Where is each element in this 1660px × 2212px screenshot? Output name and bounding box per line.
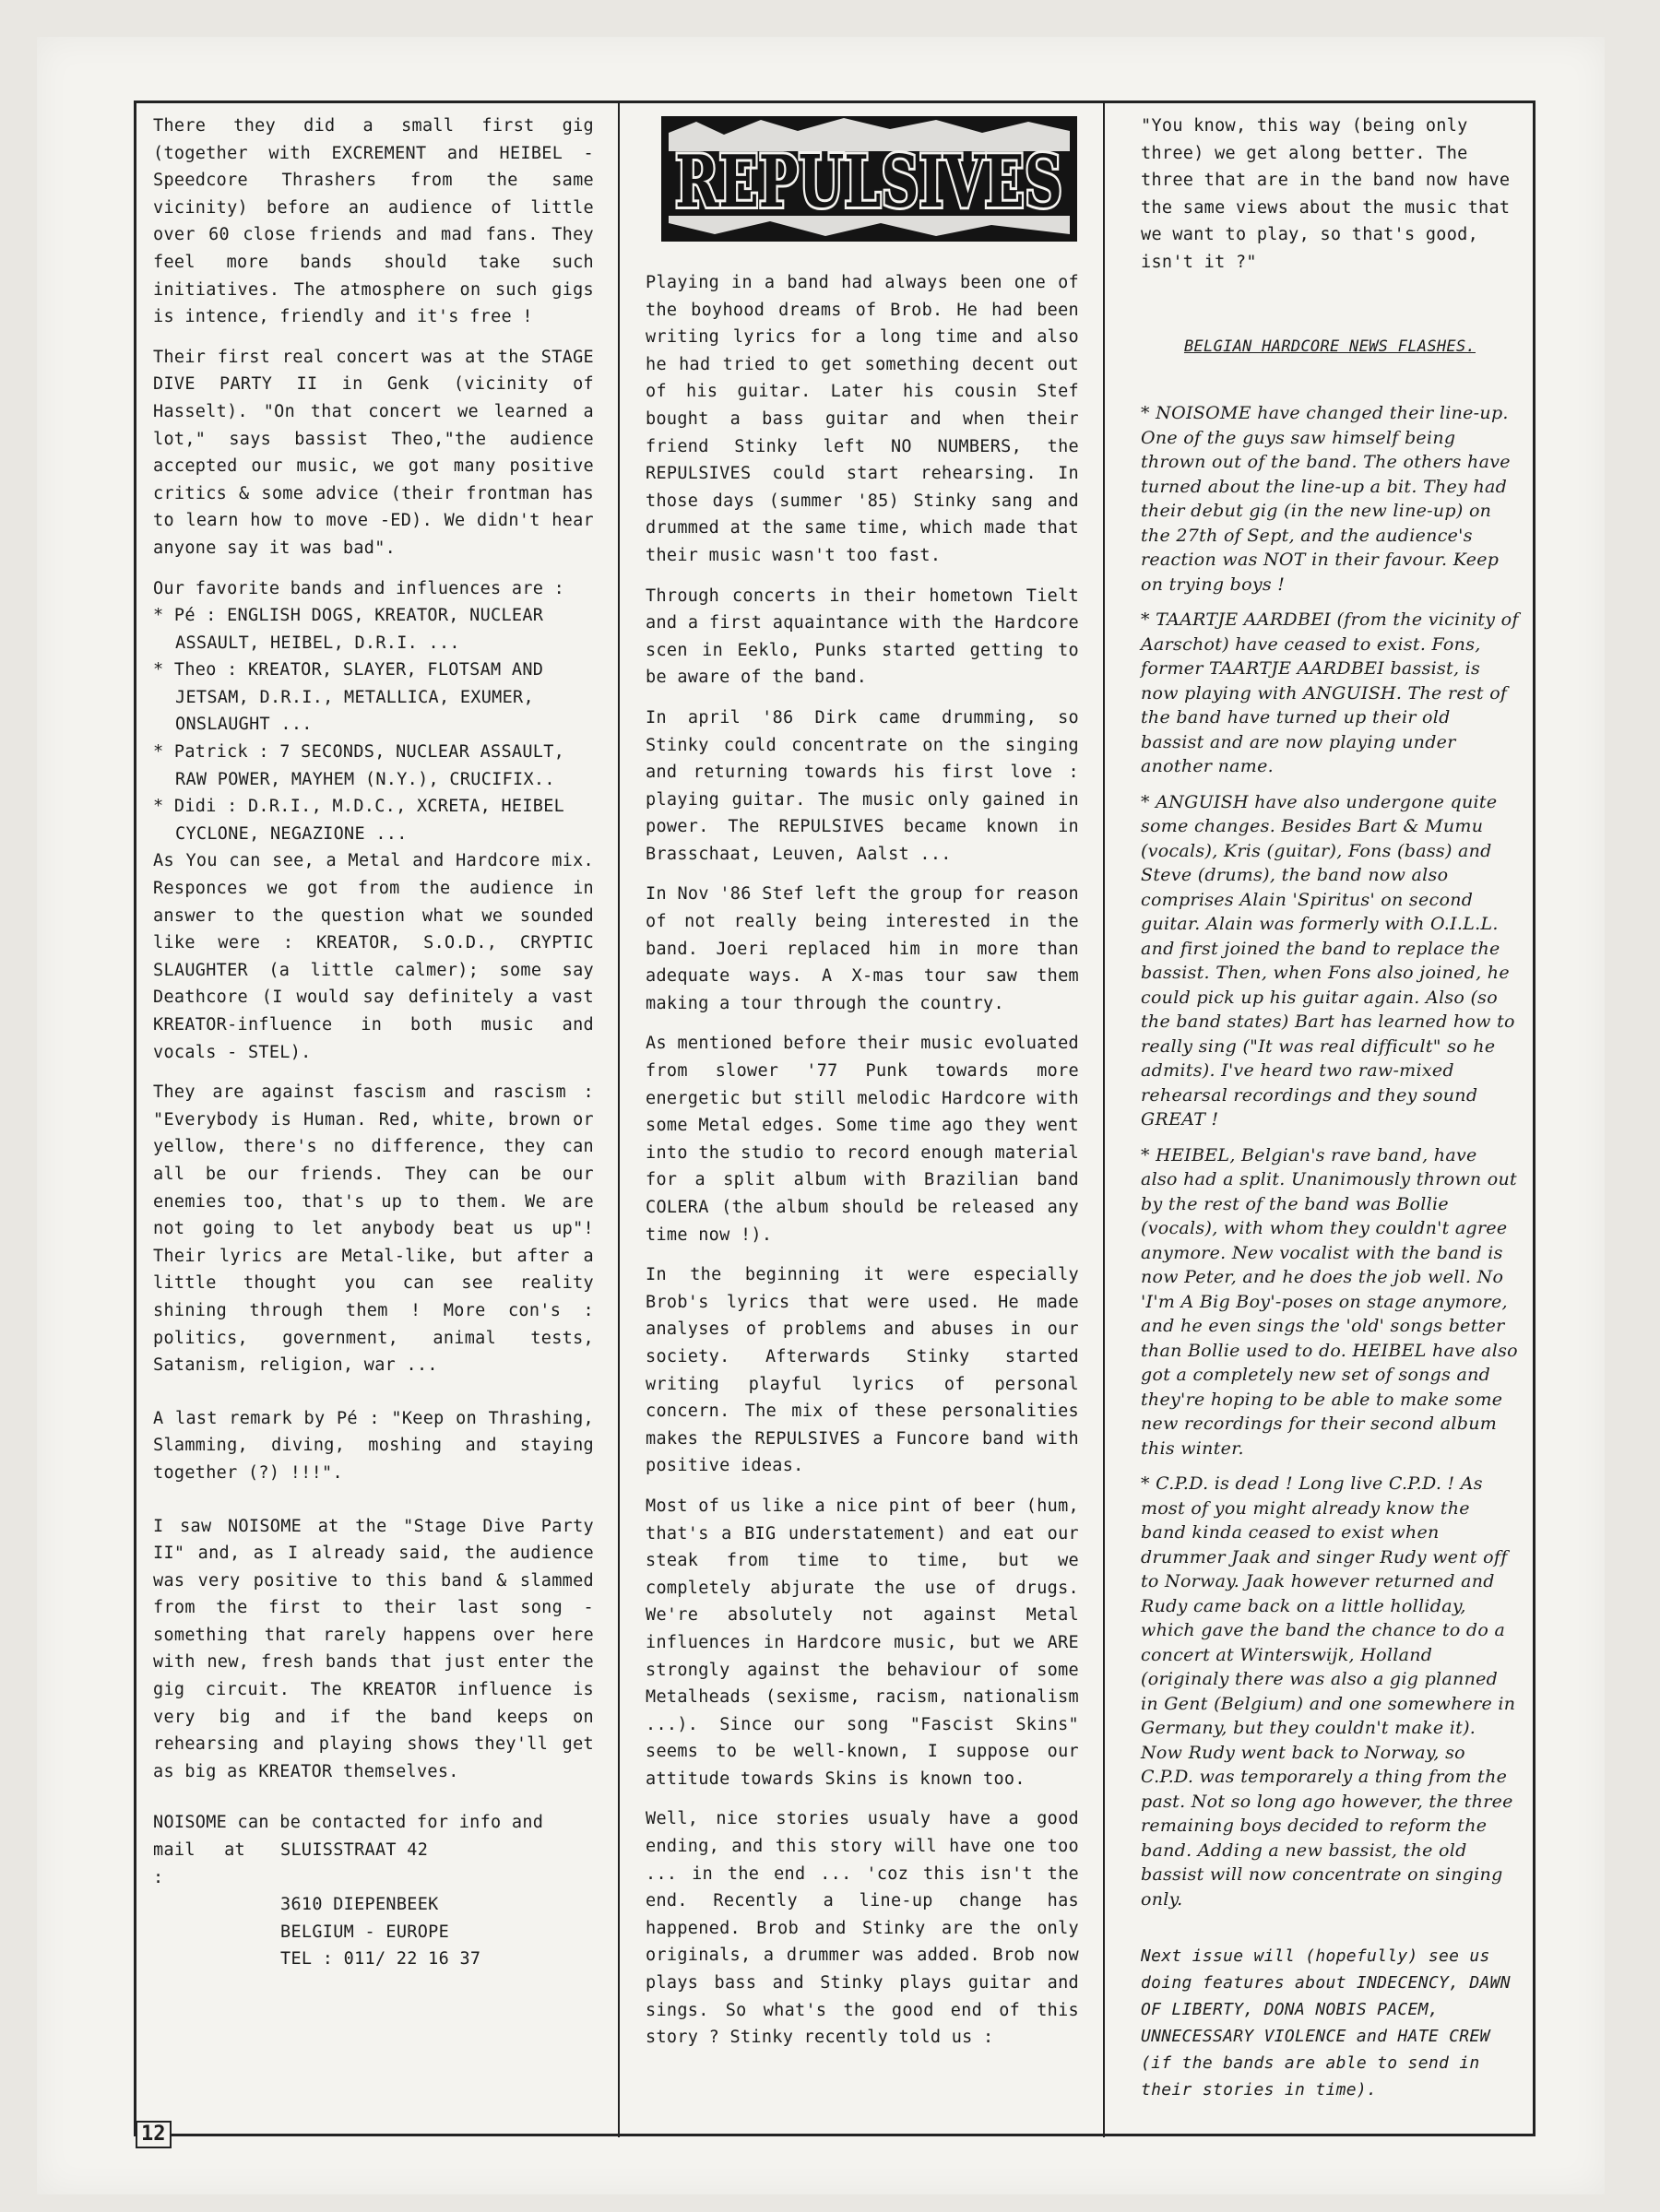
column-divider (618, 103, 620, 2137)
column-divider (1103, 103, 1105, 2137)
address-line: SLUISSTRAAT 42 (280, 1840, 429, 1861)
paragraph: In april '86 Dirk came drumming, so Stinky could concentrate on the singing and returning towards his first love : playing guitar. The music only gained in power. The REPULSIVES became known in Brasschaat, Leuven, Aalst ... (646, 707, 1079, 864)
news-flashes (1141, 401, 1519, 1911)
influences-list (153, 602, 594, 847)
news-item: * TAARTJE AARDBEI (from the vicinity of Aarschot) have ceased to exist. Fons, former TAARTJE AARDBEI bassist, is now playing with ANGUISH. The rest of the band have turned up their old bassist and are now playing under another name. (1141, 609, 1519, 777)
column-1 (153, 112, 594, 1973)
telephone: TEL : 011/ 22 16 37 (280, 1949, 481, 1970)
contact-block (153, 1809, 594, 1973)
logo-text: REPULSIVES (675, 140, 1062, 224)
contact-row (153, 1837, 594, 1891)
paragraph: They are against fascism and rascism : "Everybody is Human. Red, white, brown or yellow, there's no difference, they can all be our friends. They can be our enemies too, that's up to them. We are not going to let anybody beat us up"! Their lyrics are Metal-like, but after a little thought you can see reality shining through them ! More con's : politics, government, animal tests, Satanism, religion, war ... (153, 1082, 594, 1376)
paragraph: As You can see, a Metal and Hardcore mix. Responces we got from the audience in answer to the question what we sounded like were : KREATOR, S.O.D., CRYPTIC SLAUGHTER (a little calmer); some say Deathcore (I would say definitely a vast KREATOR-influence in both music and vocals - STEL). (153, 851, 594, 1062)
list-item: * Patrick : 7 SECONDS, NUCLEAR ASSAULT, RAW POWER, MAYHEM (N.Y.), CRUCIFIX.. (153, 742, 565, 789)
paragraph: In Nov '86 Stef left the group for reason of not really being interested in the band. Joeri replaced him in more than adequate ways. A X-mas tour saw them making a tour through the country. (646, 884, 1079, 1013)
next-issue-note: Next issue will (hopefully) see us doing features about INDECENCY, DAWN OF LIBERTY, DONA NOBIS PACEM, UNNECESSARY VIOLENCE and HATE CREW (if the bands are able to send in their stories in time). (1141, 1946, 1511, 2100)
paragraph: Most of us like a nice pint of beer (hum, that's a BIG understatement) and eat our steak from time to time, but we completely abjurate the use of drugs. We're absolutely not against Metal influences in Hardcore music, but we ARE strongly against the behaviour of some Metalheads (sexisme, racism, nationalism ...). Since our song "Fascist Skins" seems to be well-known, I suppose our attitude towards Skins is known too. (646, 1496, 1079, 1789)
list-item: * Theo : KREATOR, SLAYER, FLOTSAM AND JETSAM, D.R.I., METALLICA, EXUMER, ONSLAUGHT ... (153, 660, 544, 735)
paragraph: Playing in a band had always been one of the boyhood dreams of Brob. He had been writing lyrics for a long time and also he had tried to get something decent out of his guitar. Later his cousin Stef bought a bass guitar and when their friend Stinky left NO NUMBERS, the REPULSIVES could start rehearsing. In those days (summer '85) Stinky sang and drummed at the same time, which made that their music wasn't too fast. (646, 273, 1079, 565)
page-number: 12 (136, 2121, 172, 2148)
quote: "You know, this way (being only three) we get along better. The three that are in the band now have the same views about the music that we want to play, so that's good, isn't it ?" (1141, 116, 1511, 272)
paragraph: In the beginning it were especially Brob's lyrics that were used. He made analyses of problems and abuses in our society. Afterwards Stinky started writing playful lyrics of personal concern. The mix of these personalities makes the REPULSIVES a Funcore band with positive ideas. (646, 1265, 1079, 1476)
paragraph: I saw NOISOME at the "Stage Dive Party II" and, as I already said, the audience was very positive to this band & slammed from the first to their last song - something that rarely happens over here with new, fresh bands that just enter the gig circuit. The KREATOR influence is very big and if the band keeps on rehearsing and playing shows they'll get as big as KREATOR themselves. (153, 1516, 594, 1781)
paragraph: Our favorite bands and influences are : (153, 578, 565, 598)
news-item: * C.P.D. is dead ! Long live C.P.D. ! As most of you might already know the band kinda ceased to exist when drummer Jaak and singer Rudy went off to Norway. Jaak however returned and Rudy came back on a little holliday, which gave the band the chance to do a concert at Winterswijk, Holland (originaly there was also a gig planned in Gent (Belgium) and one somewhere in Germany, but they couldn't make it). Now Rudy went back to Norway, so C.P.D. was temporarely a thing from the past. Not so long ago however, the three remaining boys decided to reform the band. Adding a new bassist, the old bassist will now concentrate on singing only. (1141, 1473, 1516, 1910)
news-heading: BELGIAN HARDCORE NEWS FLASHES. (1183, 337, 1476, 356)
news-item: * NOISOME have changed their line-up. One of the guys saw himself being thrown out of the band. The others have turned about the line-up a bit. They had their debut gig (in the new line-up) on the 27th of Sept, and the audience's reaction was NOT in their favour. Keep on trying boys ! (1141, 403, 1511, 595)
contact-intro: NOISOME can be contacted for info and (153, 1813, 544, 1833)
paragraph: Their first real concert was at the STAGE DIVE PARTY II in Genk (vicinity of Hasselt). "On that concert we learned a lot," says bassist Theo,"the audience accepted our music, we got many positive critics & some advice (their frontman has to learn how to move -ED). We didn't hear anyone say it was bad". (153, 347, 594, 558)
address-line: BELGIUM - EUROPE (280, 1922, 450, 1942)
list-item: * Didi : D.R.I., M.D.C., XCRETA, HEIBEL CYCLONE, NEGAZIONE ... (153, 797, 565, 844)
list-item: * Pé : ENGLISH DOGS, KREATOR, NUCLEAR ASSAULT, HEIBEL, D.R.I. ... (153, 606, 544, 653)
paragraph: Well, nice stories usualy have a good ending, and this story will have one too ... in the end ... 'coz this isn't the end. Recently a line-up change has happened. Brob and Stinky are the only originals, a drummer was added. Brob now plays bass and Stinky plays guitar and sings. So what's the good end of this story ? Stinky recently told us : (646, 1809, 1079, 2048)
contact-label: mail at : (153, 1840, 245, 1887)
address-line: 3610 DIEPENBEEK (280, 1895, 439, 1915)
paragraph: There they did a small first gig (together with EXCREMENT and HEIBEL - Speedcore Thrashers from the same vicinity) before an audience of little over 60 close friends and mad fans. They feel more bands should take such initiatives. The atmosphere on such gigs is intence, friendly and it's free ! (153, 116, 594, 327)
paragraph: Through concerts in their hometown Tielt and a first aquaintance with the Hardcore scen in Eeklo, Punks started getting to be aware of the band. (646, 586, 1079, 688)
column-3 (1141, 112, 1519, 2103)
paragraph: As mentioned before their music evoluated from slower '77 Punk towards more energetic but still melodic Hardcore with some Metal edges. Some time ago they went into the studio to record enough material for a split album with Brazilian band COLERA (the album should be released any time now !). (646, 1034, 1079, 1245)
repulsives-logo (659, 114, 1079, 243)
paragraph: A last remark by Pé : "Keep on Thrashing, Slamming, diving, moshing and staying together (?) !!!". (153, 1408, 594, 1483)
news-item: * HEIBEL, Belgian's rave band, have also had a split. Unanimously thrown out by the rest of the band was Bollie (vocals), with whom they couldn't agree anymore. New vocalist with the band is now Peter, and he does the job well. No 'I'm A Big Boy'-poses on stage anymore, and he even sings the 'old' songs better than Bollie used to do. HEIBEL have also got a completely new set of songs and they're hoping to be able to make some new recordings for their second album this winter. (1141, 1144, 1518, 1459)
news-item: * ANGUISH have also undergone quite some changes. Besides Bart & Mumu (vocals), Kris (guitar), Fons (bass) and Steve (drums), the band now also comprises Alain 'Spiritus' on second guitar. Alain was formerly with O.I.L.L. and first joined the band to replace the bassist. Then, when Fons also joined, he could pick up his guitar again. Also (so the band states) Bart has learned how to really sing ("It was real difficult" so he admits). I've heard two raw-mixed rehearsal recordings and they sound GREAT ! (1141, 791, 1515, 1130)
